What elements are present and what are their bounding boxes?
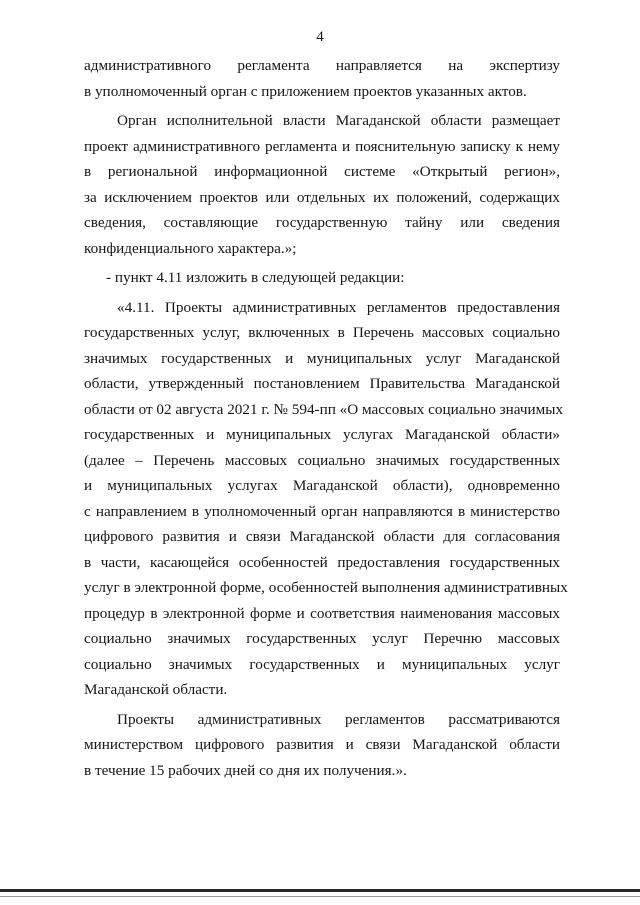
text-line: в региональной информационной системе «Открытый регион», [84, 163, 560, 180]
text-line: Орган исполнительной власти Магаданской области размещает [117, 112, 560, 129]
text-line: Проекты административных регламентов рассматриваются [117, 710, 560, 728]
text-line: за исключением проектов или отдельных их положений, содержащих [84, 188, 560, 206]
text-line: сведения, составляющие государственную тайну или сведения [84, 214, 560, 231]
document-body [84, 53, 568, 783]
text-line: административного регламента направляется на экспертизу [84, 57, 560, 74]
text-line: проект административного регламента и пояснительную записку к нему [84, 137, 560, 155]
text-line: и муниципальных услугах Магаданской области), одновременно [84, 477, 560, 494]
scan-edge-line-secondary [0, 896, 640, 897]
text-line: в уполномоченный орган с приложением проектов указанных актов. [84, 82, 527, 100]
text-line: - пункт 4.11 изложить в следующей редакции: [106, 269, 405, 286]
text-line: в части, касающейся особенностей предоставления государственных [84, 553, 560, 571]
text-line: процедур в электронной форме и соответствия наименования массовых [84, 604, 560, 622]
text-line: в течение 15 рабочих дней со дня их получения.». [84, 761, 407, 779]
text-line: государственных и муниципальных услугах Магаданской области» [84, 426, 560, 443]
text-line: министерством цифрового развития и связи Магаданской области [84, 736, 560, 753]
text-line: с направлением в уполномоченный орган направляются в министерство [84, 502, 560, 520]
page-number: 4 [316, 29, 324, 45]
text-line: социально значимых государственных услуг Перечню массовых [84, 630, 560, 647]
text-line: области, утвержденный постановлением Правительства Магаданской [84, 375, 560, 392]
text-line: Магаданской области. [84, 681, 228, 698]
text-line: цифрового развития и связи Магаданской области для согласования [84, 528, 560, 545]
text-line: социально значимых государственных и муниципальных услуг [84, 655, 560, 673]
text-line: услуг в электронной форме, особенностей выполнения административных [84, 579, 568, 596]
text-line: области от 02 августа 2021 г. № 594-пп «О массовых социально значимых [84, 400, 564, 418]
text-line: конфиденциального характера.»; [84, 239, 297, 257]
text-line: значимых государственных и муниципальных услуг Магаданской [84, 349, 560, 367]
scan-edge-line [0, 889, 640, 892]
text-line: «4.11. Проекты административных регламентов предоставления [117, 298, 560, 316]
text-line: государственных услуг, включенных в Перечень массовых социально [84, 324, 560, 341]
text-line: (далее – Перечень массовых социально значимых государственных [84, 451, 560, 469]
